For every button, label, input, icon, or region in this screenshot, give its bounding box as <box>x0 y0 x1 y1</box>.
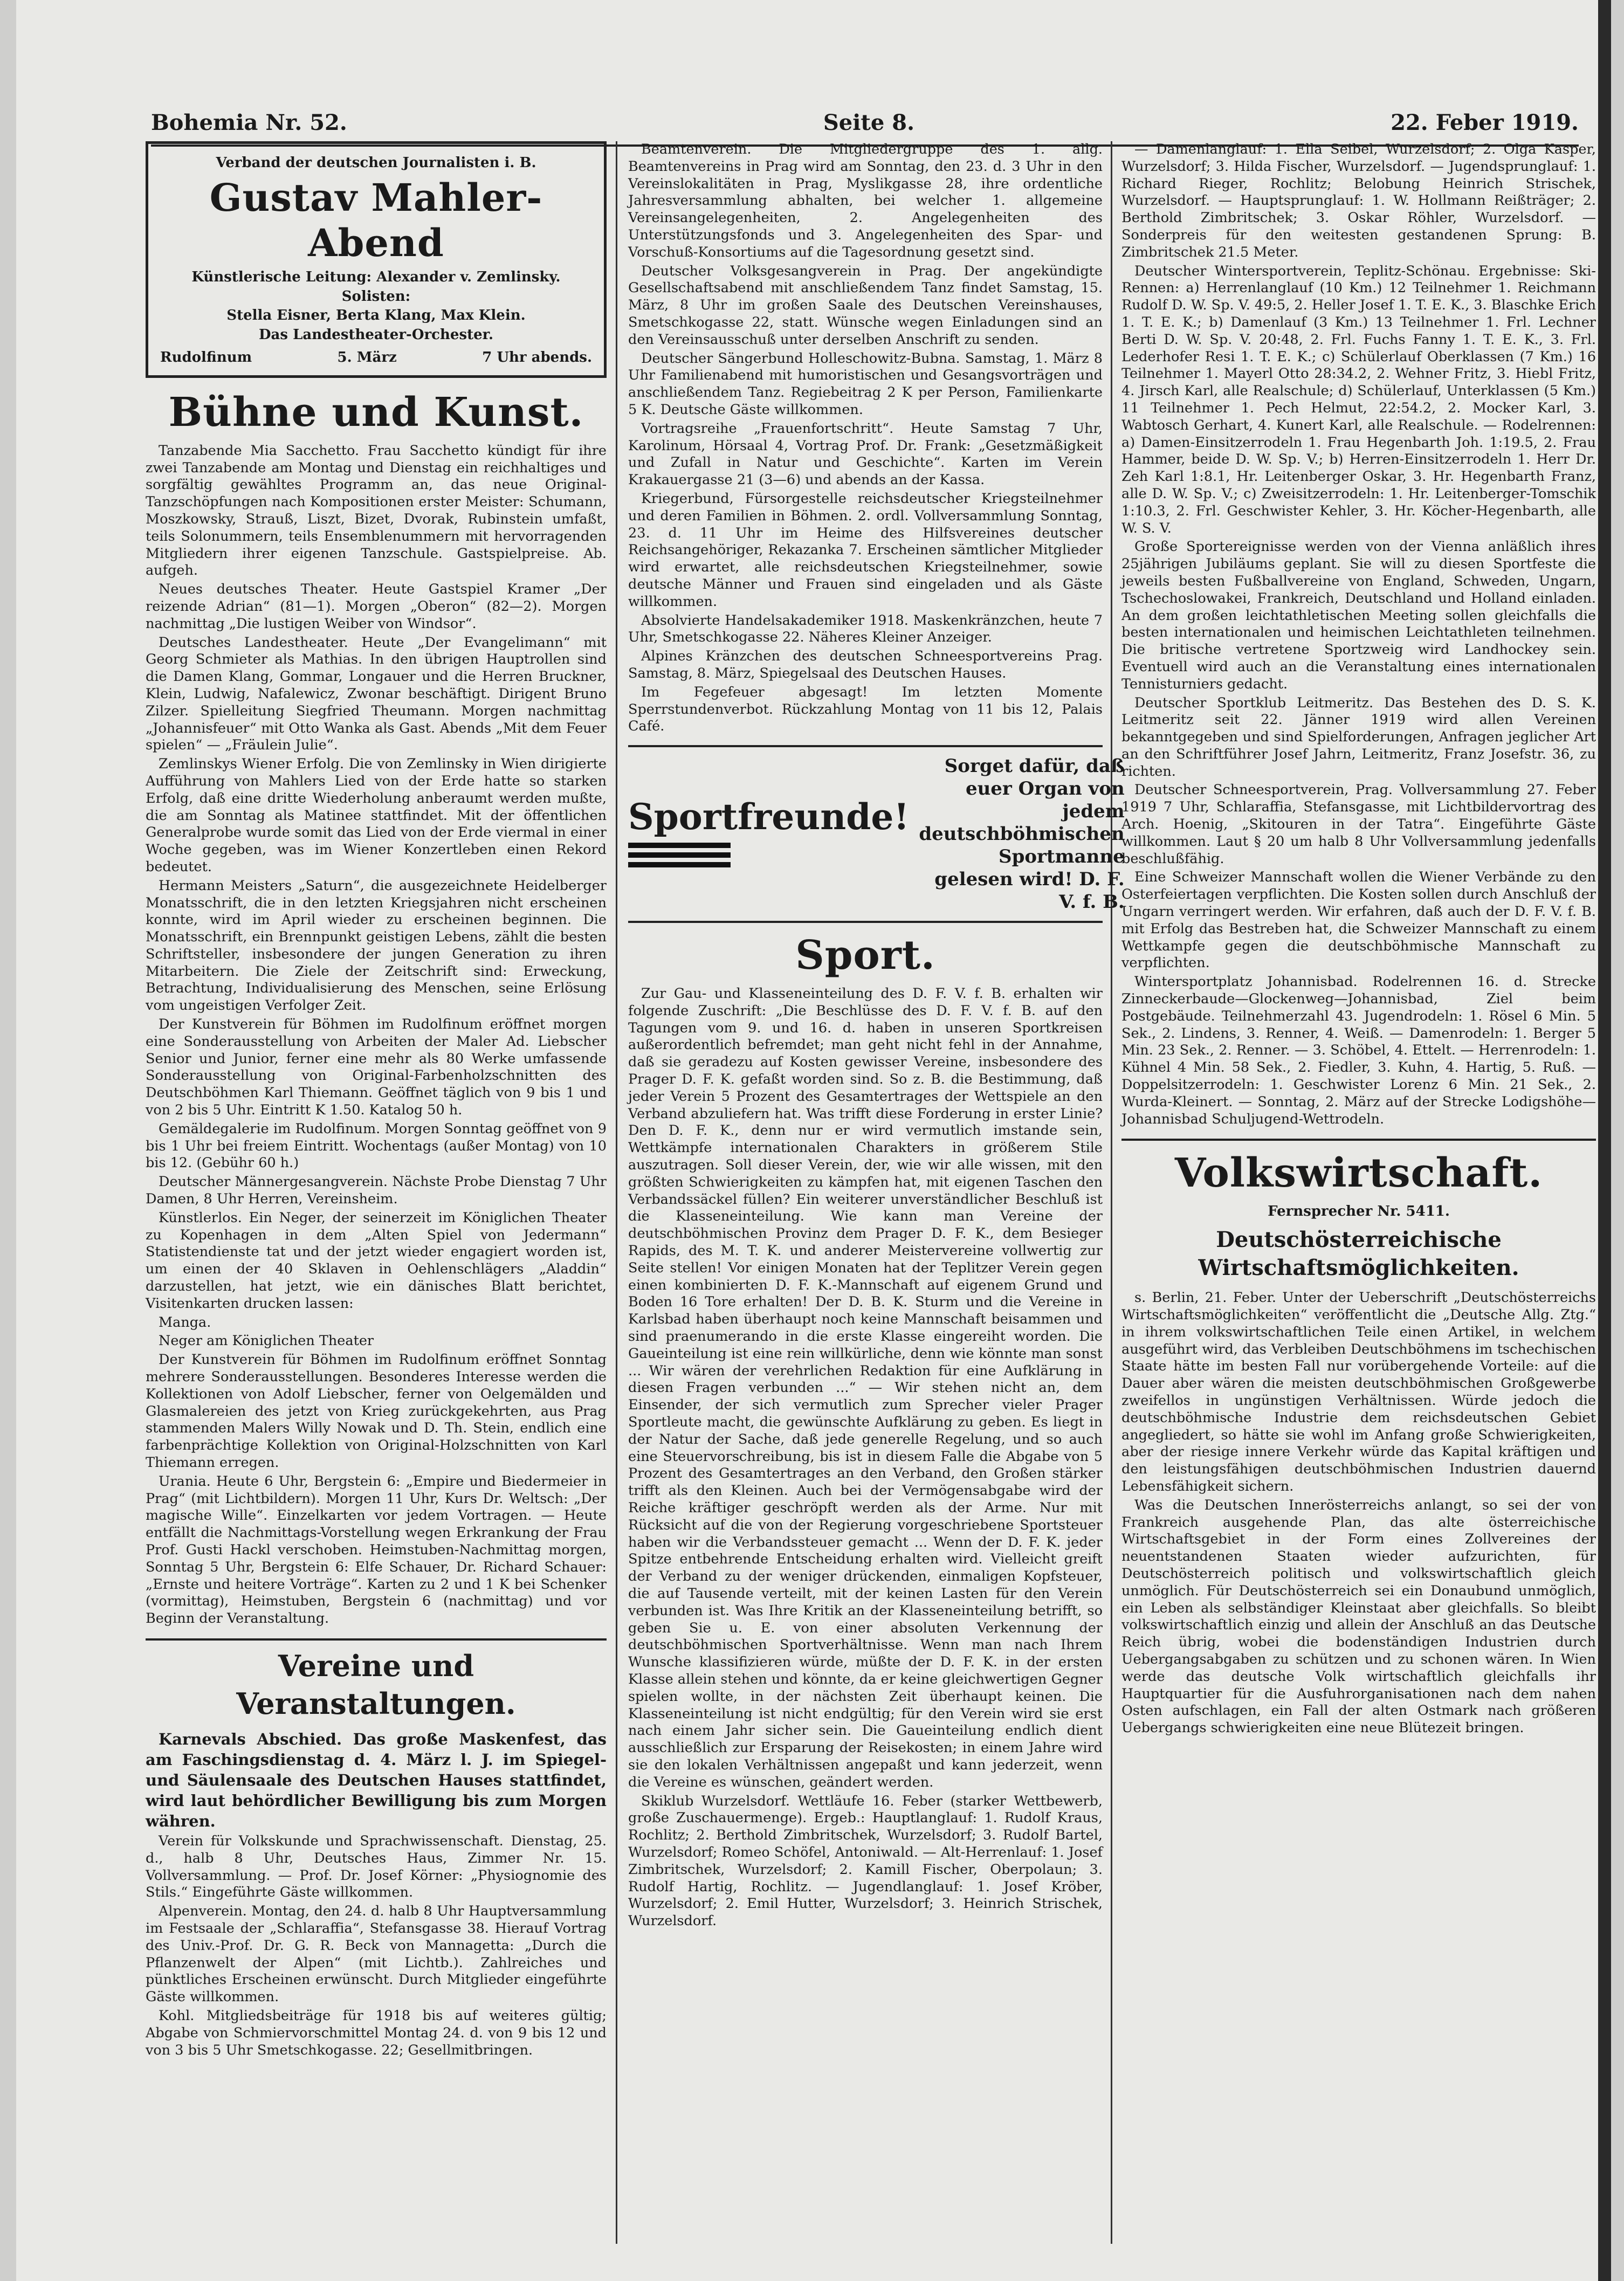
article-paragraph: Manga. <box>159 1314 211 1331</box>
ad-venue: Rudolfinum <box>160 349 252 366</box>
article-paragraph: Vortragsreihe „Frauenfortschritt“. Heute Samstag 7 Uhr, Karolinum, Hörsaal 4, Vortrag Prof. Dr. Frank: „Gesetzmäßigkeit und Zufall in Natur und Geschichte“. Karten im Verein Krakauergasse 21 (3—6) und abends an der Kassa. <box>628 420 1103 488</box>
sport-ad-left <box>628 796 909 872</box>
newspaper-page <box>16 0 1611 2281</box>
column-middle <box>628 141 1125 2244</box>
page-edge-shadow <box>1598 0 1611 2281</box>
column-left <box>146 141 607 2093</box>
article-paragraph: Deutsches Landestheater. Heute „Der Evangelimann“ mit Georg Schmieter als Mathias. In den übrigen Hauptrollen sind die Damen Klang, Gommar, Longauer und die Herren Bruckner, Klein, Ludwig, Nafalewicz, Zwonar beschäftigt. Dirigent Bruno Zilzer. Spielleitung Siegfried Theumann. Morgen nachmittag „Johannisfeuer“ mit Otto Wanka als Gast. Abends „Mit dem Feuer spielen“ — „Fräulein Julie“. <box>146 634 607 754</box>
article-paragraph: s. Berlin, 21. Feber. Unter der Ueberschrift „Deutschösterreichs Wirtschaftsmöglichkeiten“ veröffentlicht die „Deutsche Allg. Ztg.“ in ihrem volkswirtschaftlichen Teile einen Artikel, in welchem ausgeführt wird, das Verbleiben Deutschböhmens im tschechischen Staate hätte im besten Fall nur vorübergehende Vorteile: auf die Dauer aber wären die meisten deutschböhmischen Großgewerbe zweifellos in ungünstigen Verhältnissen. Würde jedoch die deutschböhmische Industrie dem reichsdeutschen Gebiet angegliedert, so hätte sie wohl im Anfang große Schwierigkeiten, aber der riesige innere Verkehr würde das Kapital kräftigen und den leistungsfähigen deutschböhmischen Industrien dauernd Lebensfähigkeit sichern. <box>1121 1290 1596 1494</box>
economy-article-title: Deutschösterreichische Wirtschaftsmöglichkeiten. <box>1198 1227 1519 1281</box>
article-paragraph: Deutscher Wintersportverein, Teplitz-Schönau. Ergebnisse: Ski-Rennen: a) Herrenlanglauf (10 Km.) 12 Teilnehmer 1. Reichmann Rudolf D. W. Sp. V. 49:5, 2. Heller Josef 1. T. E. K., 3. Blaschke Erich 1. T. E. K.; b) Damenlauf (3 Km.) 13 Teilnehmer 1. Frl. Lechner Berti D. W. Sp. V. 20:48, 2. Frl. Fuchs Fanny 1. T. E. K., 3. Frl. Lederhofer Resi 1. T. E. K.; c) Schülerlauf Oberklassen (7 Km.) 16 Teilnehmer 1. Mayerl Otto 28:34.2, 2. Wehner Fritz, 3. Hiebl Fritz, 4. Jirsch Karl, alle Realschule; d) Schülerlauf, Unterklassen (5 Km.) 11 Teilnehmer 1. Pech Helmut, 22:54.2, 2. Mocker Karl, 3. Wabtosch Gerhart, 4. Kunert Karl, alle Realschule. — Rodelrennen: a) Damen-Einsitzerrodeln 1. Frau Hegenbarth Joh. 1:19.5, 2. Frau Hammer, beide D. W. Sp. V.; b) Herren-Einsitzerrodeln 1. Herr Dr. Zeh Karl 1:8.1, Hr. Leitenberger Oskar, 3. Hr. Hegenbarth Franz, alle D. W. Sp. V.; c) Zweisitzerrodeln: 1. Hr. Leitenberger-Tomschik 1:10.3, 2. Frl. Geschwister Kehler, 3. Hr. Köcher-Hegenbarth, alle W. S. V. <box>1121 263 1596 536</box>
article-paragraph: Was die Deutschen Innerösterreichs anlangt, so sei der von Frankreich ausgehende Plan, das alte österreichische Wirtschaftsgebiet in der Form eines Zollvereines der neuentstandenen Staaten wieder aufzurichten, für Deutschösterreich politisch und volkswirtschaftlich gleich unmöglich. Für Deutschösterreich sei ein Donaubund unmöglich, ein Leben als selbständiger Kleinstaat aber gleichfalls. So bleibt volkswirtschaftlich einzig und allein der Anschluß an das Deutsche Reich übrig, wobei die bodenständigen Industrien durch Uebergangsabgaben zu schützen und zu schonen wären. In Wien werde das deutsche Volk wirtschaftlich gleichfalls ihr Hauptquartier für die Ausfuhrorganisationen nach dem nahen Osten aufschlagen, ein Fall der alten Ostmark nach größeren Uebergangs schwierigkeiten eine neue Blütezeit bringen. <box>1121 1497 1596 1736</box>
sport-ad-text: Sorget dafür, daß euer Organ von jedem deutschböhmischen Sportmanne gelesen wird! D. F. V. f. B. <box>919 755 1125 913</box>
article-paragraph: Neues deutsches Theater. Heute Gastspiel Kramer „Der reizende Adrian“ (81—1). Morgen „Oberon“ (82—2). Morgen nachmittag „Die lustigen Weiber von Windsor“. <box>146 581 607 632</box>
sport-results <box>1121 141 1596 1128</box>
article-paragraph: Hermann Meisters „Saturn“, die ausgezeichnete Heidelberger Monatsschrift, die in den letzten Kriegsjahren nicht erscheinen konnte, wird im April wieder zu erscheinen beginnen. Die Monatsschrift, ein Brennpunkt geistigen Lebens, zählt die besten Schriftsteller, insbesondere der jungen Generation zu ihren Mitarbeitern. Die Ziele der Zeitschrift sind: Erweckung, Betrachtung, Individualisierung des Menschen, seine Erlösung vom ungeistigen Verfolger Zeit. <box>146 877 607 1014</box>
section-heading-economy: Volkswirtschaft. <box>1121 1139 1596 1198</box>
economy-phone: Fernsprecher Nr. 5411. <box>1268 1203 1450 1220</box>
article-paragraph: Deutscher Sängerbund Holleschowitz-Bubna. Samstag, 1. März 8 Uhr Familienabend mit humoristischen und Gesangsvorträgen und anschließendem Tanz. Regiebeitrag 2 K per Person, Familienkarte 5 K. Deutsche Gäste willkommen. <box>628 350 1103 418</box>
economy-articles <box>1121 1290 1596 1737</box>
section-heading-clubs: Vereine und Veranstaltungen. <box>146 1638 607 1722</box>
article-paragraph: Urania. Heute 6 Uhr, Bergstein 6: „Empire und Biedermeier in Prag“ (mit Lichtbildern). Morgen 11 Uhr, Kurs Dr. Weltsch: „Der magische Wille“. Einzelkarten vor jedem Vortragen. — Heute entfällt die Nachmittags-Vorstellung wegen Erkrankung der Frau Prof. Gusti Hackl verschoben. Heimstuben-Nachmittag morgen, Sonntag 5 Uhr, Bergstein 6: Elfe Schauer, Dr. Richard Schauer: „Ernste und heitere Vorträge“. Karten zu 2 und 1 K bei Schenker (vormittag), Heimstuben, Bergstein 6 (nachmittag) und vor Beginn der Veranstaltung. <box>146 1473 607 1627</box>
header-issue: Bohemia Nr. 52. <box>151 109 347 135</box>
section-heading-sport: Sport. <box>795 932 935 979</box>
arts-articles <box>146 443 607 1628</box>
header-date: 22. Feber 1919. <box>1391 109 1579 135</box>
column-rule-1 <box>616 141 617 2244</box>
article-paragraph: Wintersportplatz Johannisbad. Rodelrennen 16. d. Strecke Zinneckerbaude—Glockenweg—Johannisbad, Ziel beim Postgebäude. Teilnehmerzahl 43. Jugendrodeln: 1. Rösel 6 Min. 5 Sek., 2. Lindens, 3. Renner, 4. Weiß. — Damenrodeln: 1. Berger 5 Min. 23 Sek., 2. Renner. — 3. Schöbel, 4. Ettelt. — Herrenrodeln: 1. Kühnel 4 Min. 58 Sek., 2. Fiedler, 3. Kuhn, 4. Hartig, 5. Ruß. — Doppelsitzerrodeln: 1. Geschwister Lorenz 6 Min. 21 Sek., 2. Wurda-Kleinert. — Sonntag, 2. März auf der Strecke Lodigshöhe—Johannisbad Schuljugend-Wettrodeln. <box>1121 974 1596 1127</box>
sport-ad-title: Sportfreunde! <box>628 796 910 838</box>
article-paragraph: Beamtenverein. Die Mitgliedergruppe des 1. allg. Beamtenvereins in Prag wird am Sonntag, den 23. d. 3 Uhr in den Vereinslokalitäten in Prag, Myslikgasse 28, ihre ordentliche Jahresversammlung abhalten, bei welcher 1. allgemeine Vereinsangelegenheiten, 2. Angelegenheiten des Unterstützungsfonds und 3. Angelegenheiten des Spar- und Vorschuß-Konsortiums auf die Tagesordnung gesetzt sind. <box>628 141 1103 260</box>
column-right <box>1121 141 1596 2244</box>
article-paragraph: Alpines Kränzchen des deutschen Schneesportvereins Prag. Samstag, 8. März, Spiegelsaal des Deutschen Hauses. <box>628 648 1103 681</box>
article-paragraph: Deutscher Sportklub Leitmeritz. Das Bestehen des D. S. K. Leitmeritz seit 22. Jänner 1919 wird allen Vereinen bekanntgegeben und sind Spielforderungen, Anfragen jeglicher Art an den Schriftführer Josef Jahrn, Leitmeritz, Franz Josefstr. 36, zu richten. <box>1121 694 1596 780</box>
ad-time: 7 Uhr abends. <box>482 349 592 366</box>
ad-direction: Künstlerische Leitung: Alexander v. Zemlinsky. <box>191 268 561 285</box>
club-notices <box>628 141 1103 735</box>
ad-details <box>160 349 592 367</box>
article-paragraph: — Damenlanglauf: 1. Ella Seibel, Wurzelsdorf; 2. Olga Kasper, Wurzelsdorf; 3. Hilda Fischer, Wurzelsdorf. — Jugendsprunglauf: 1. Richard Rieger, Rochlitz; Belobung Heinrich Strischek, Wurzelsdorf. — Hauptsprunglauf: 1. W. Hollmann Reißträger; 2. Berthold Zimbritschek; 3. Oskar Röhler, Wurzelsdorf. — Sonderpreis für den weitesten gestandenen Sprung: B. Zimbritschek 21.5 Meter. <box>1121 141 1596 260</box>
carnival-notice: Karnevals Abschied. Das große Maskenfest, das am Faschingsdienstag d. 4. März l. J. im Spiegel- und Säulensaale des Deutschen Hauses stattfindet, wird laut behördlicher Bewilligung bis zum Morgen währen. <box>146 1729 607 1830</box>
article-paragraph: Neger am Königlichen Theater <box>159 1333 374 1349</box>
article-paragraph: Alpenverein. Montag, den 24. d. halb 8 Uhr Hauptversammlung im Festsaale der „Schlaraffia“, Stefansgasse 38. Hierauf Vortrag des Univ.-Prof. Dr. G. R. Beck von Mannagetta: „Durch die Pflanzenwelt der Alpen“ (mit Lichtb.). Zahlreiches und pünktliches Erscheinen erwünscht. Durch Mitglieder eingeführte Gäste willkommen. <box>146 1903 607 2006</box>
article-paragraph: Absolvierte Handelsakademiker 1918. Maskenkränzchen, heute 7 Uhr, Smetschkogasse 22. Näheres Kleiner Anzeiger. <box>628 612 1103 646</box>
column-rule-2 <box>1111 141 1112 2244</box>
article-paragraph: Im Fegefeuer abgesagt! Im letzten Momente Sperrstundenverbot. Rückzahlung Montag von 11 bis 12, Palais Café. <box>628 684 1103 735</box>
ad-date: 5. März <box>337 349 397 366</box>
article-paragraph: Deutscher Volksgesangverein in Prag. Der angekündigte Gesellschaftsabend mit anschließendem Tanz findet Samstag, 15. März, 8 Uhr im großen Saale des Deutschen Vereinshauses, Smetschkogasse 22, statt. Wünsche wegen Einladungen sind an den Vereinsausschuß unter derselben Anschrift zu senden. <box>628 263 1103 348</box>
ad-soloists-label: Solisten: <box>341 288 411 305</box>
ad-soloists: Stella Eisner, Berta Klang, Max Klein. <box>226 307 526 324</box>
article-paragraph: Gemäldegalerie im Rudolfinum. Morgen Sonntag geöffnet von 9 bis 1 Uhr bei freiem Eintritt. Wochentags (außer Montag) von 10 bis 12. (Gebühr 60 h.) <box>146 1120 607 1171</box>
mahler-evening-ad <box>146 141 607 378</box>
article-paragraph: Deutscher Schneesportverein, Prag. Vollversammlung 27. Feber 1919 7 Uhr, Schlaraffia, Stefansgasse, mit Lichtbildervortrag des Arch. Hoenig, „Skitouren in der Tatra“. Eingeführte Gäste willkommen. Laut § 20 um halb 8 Uhr Vollversammlung jedenfalls beschlußfähig. <box>1121 782 1596 867</box>
article-paragraph: Verein für Volkskunde und Sprachwissenschaft. Dienstag, 25. d., halb 8 Uhr, Deutsches Haus, Zimmer Nr. 15. Vollversammlung. — Prof. Dr. Josef Körner: „Physiognomie des Stils.“ Eingeführte Gäste willkommen. <box>146 1832 607 1901</box>
article-paragraph: Skiklub Wurzelsdorf. Wettläufe 16. Feber (starker Wettbewerb, große Zuschauermenge). Ergeb.: Hauptlanglauf: 1. Rudolf Kraus, Rochlitz; 2. Berthold Zimbritschek, Wurzelsdorf; 3. Rudolf Bartel, Wurzelsdorf; Romeo Schöfel, Antoniwald. — Alt-Herrenlauf: 1. Josef Zimbritschek, Wurzelsdorf; 2. Kamill Fischer, Oberpolaun; 3. Rudolf Hartig, Rochlitz. — Jugendlanglauf: 1. Josef Kröber, Wurzelsdorf; 2. Emil Hutter, Wurzelsdorf; 3. Heinrich Strischek, Wurzelsdorf. <box>628 1793 1103 1929</box>
article-paragraph: Künstlerlos. Ein Neger, der seinerzeit im Königlichen Theater zu Kopenhagen in dem „Alten Spiel von Jedermann“ Statistendienste tat und der jetzt wieder engagiert worden ist, um einen der 40 Sklaven in Oehlenschlägers „Aladdin“ darzustellen, hat jetzt, wie ein dänisches Blatt berichtet, Visitenkarten drucken lassen: <box>146 1209 607 1312</box>
article-paragraph: Tanzabende Mia Sacchetto. Frau Sacchetto kündigt für ihre zwei Tanzabende am Montag und Dienstag ein reichhaltiges und sorgfältig gewähltes Programm an, das neue Original-Tanzschöpfungen nach Kompositionen erster Meister: Schumann, Moszkowsky, Strauß, Liszt, Bizet, Dvorak, Rubinstein umfaßt, teils Solonummern, teils Ensemblenummern mit hervorragenden Mitgliedern ihrer eigenen Tanzschule. Gastspielpreise. Ab. aufgeh. <box>146 442 607 579</box>
ad-orchestra: Das Landestheater-Orchester. <box>259 327 493 343</box>
sport-ad-bars <box>628 843 909 867</box>
ad-title: Gustav Mahler-Abend <box>209 175 543 265</box>
article-paragraph: Große Sportereignisse werden von der Vienna anläßlich ihres 25jährigen Jubiläums geplant. Sie will zu diesen Sportfeste die jeweils besten Fußballvereine von England, Schweden, Ungarn, Tschechoslowakei, Frankreich, Deutschland und Holland einladen. An dem großen leichtathletischen Meeting sollen gleichfalls die besten internationalen und heimischen Leichtathleten teilnehmen. Die britische vertretene Sportzweig wird Landhockey sein. Eventuell wird auch an die Veranstaltung eines internationalen Tennisturniers gedacht. <box>1121 539 1596 692</box>
article-paragraph: Zur Gau- und Klasseneinteilung des D. F. V. f. B. erhalten wir folgende Zuschrift: „Die Beschlüsse des D. F. V. f. B. auf den Tagungen vom 9. und 16. d. haben in unseren Sportkreisen außerordentlich befremdet; man geht nicht fehl in der Annahme, daß sie geradezu auf Kosten gewisser Vereine, insbesondere des Prager D. F. K. gefaßt worden sind. So z. B. die Bestimmung, daß jeder Verein 5 Prozent des Gesamtertrages der Wettspiele an den Verband abzuliefern hat. Was trifft diese Forderung in erster Linie? Den D. F. K., denn nur er wird vermutlich imstande sein, Wettkämpfe internationalen Charakters in größerem Stile auszutragen. Soll dieser Verein, der, wie wir alle wissen, mit den größten Schwierigkeiten zu kämpfen hat, mit eigenen Taschen den Verbandssäckel füllen? Ein weiterer unverständlicher Beschluß ist die Klasseneinteilung. Wie kann man Vereine der deutschböhmischen Provinz dem Prager D. F. K., dem Besieger Rapids, des M. T. K. und anderer Meistervereine vollwertig zur Seite stellen! Vor einigen Monaten hat der Teplitzer Verein gegen einen kombinierten D. F. K.-Mannschaft auf eigenem Grund und Boden 16 Tore erhalten! Der D. B. K. Sturm und die Vereine in Karlsbad haben überhaupt noch keine Mannschaft beisammen und sind praenumerando in die erste Klasse eingereiht worden. Die Gaueinteilung ist eine rein willkürliche, denn wie könnte man sonst ... Wir wären der verehrlichen Redaktion für eine Aufklärung in diesen Fragen verbunden ...“ — Wir stehen nicht an, dem Einsender, der sich vermutlich zum Sprecher vieler Prager Sportleute macht, die gewünschte Aufklärung zu geben. Es liegt in der Natur der Sache, daß jede generelle Regelung, und so auch eine Steuervorschreibung, bis ist in diesem Falle die Abgabe von 5 Prozent des Gesamtertrages an den Verband, den Großen stärker trifft als den Kleinen. Auch bei der Vermögensabgabe wird der Reiche kräftiger geschröpft werden als der Arme. Nur mit Rücksicht auf die von der Regierung vorgeschriebene Sportsteuer haben wir die Verbandssteuer gemacht ... Wenn der D. F. K. jeder Spitze entbehrende Entscheidung erhalten wird. Vielleicht greift der Verband zu der weniger drückenden, einmaligen Kopfsteuer, die auf Tausende verteilt, mit der keinen Lasten für den Verein verbunden ist. Was Ihre Kritik an der Klasseneinteilung betrifft, so geben Sie u. E. von einer absoluten Verkennung der deutschböhmischen Sportverhältnisse. Wenn man nach Ihrem Wunsche klassifizieren würde, müßte der D. F. K. in der ersten Klasse allein stehen und könnte, da er keine gleichwertigen Gegner spielen wollte, in der nächsten Zeit überhaupt keinen. Die Klasseneinteilung ist nicht endgültig; für den Verein wird sie erst nach einem Jahr sicher sein. Die Gaueinteilung endlich dient ausschließlich zur Ersparung der Reisekosten; in einem Jahre wird sie den lokalen Verhältnissen angepaßt und kann jederzeit, wenn die Vereine es wünschen, geändert werden. <box>628 986 1103 1790</box>
sport-articles <box>628 986 1103 1930</box>
article-paragraph: Der Kunstverein für Böhmen im Rudolfinum eröffnet morgen eine Sonderausstellung von Arbeiten der Maler Ad. Liebscher Senior und Junior, ferner eine mehr als 80 Werke umfassende Sonderausstellung von Original-Farbenholzschnitten des Deutschböhmen Karl Thiemann. Geöffnet täglich von 9 bis 1 und von 2 bis 5 Uhr. Eintritt K 1.50. Katalog 50 h. <box>146 1016 607 1119</box>
header-page: Seite 8. <box>823 109 915 135</box>
article-paragraph: Zemlinskys Wiener Erfolg. Die von Zemlinsky in Wien dirigierte Aufführung von Mahlers Lied von der Erde hatte so starken Erfolg, daß eine dritte Wiederholung anberaumt werden mußte, die am Sonntag als Matinee stattfindet. Mit der öffentlichen Generalprobe wurde somit das Lied von der Erde viermal in einer Woche gegeben, was im Wiener Konzertleben einen Rekord bedeutet. <box>146 756 607 875</box>
page-header <box>151 104 1579 147</box>
article-paragraph: Deutscher Männergesangverein. Nächste Probe Dienstag 7 Uhr Damen, 8 Uhr Herren, Vereinsheim. <box>146 1174 607 1208</box>
sport-fans-ad <box>628 745 1125 923</box>
clubs-articles <box>146 1833 607 2059</box>
article-paragraph: Kriegerbund, Fürsorgestelle reichsdeutscher Kriegsteilnehmer und deren Familien in Böhmen. 2. ordl. Vollversammlung Sonntag, 23. d. 11 Uhr im Heime des Hilfsvereines deutscher Reichsangehöriger, Rekazanka 7. Erscheinen sämtlicher Mitglieder wird erwartet, alle reichsdeutschen Kriegsteilnehmer, sowie deutsche Männer und Frauen sind eingeladen und als Gäste willkommen. <box>628 490 1103 610</box>
article-paragraph: Der Kunstverein für Böhmen im Rudolfinum eröffnet Sonntag mehrere Sonderausstellungen. Besonderes Interesse werden die Kollektionen von Adolf Liebscher, ferner von Oelgemälden und Glasmalereien des jetzt von Krieg zurückgekehrten, aus Prag stammenden Malers Willy Nowak und D. Th. Stein, endlich eine farbenprächtige Kollektion von Original-Holzschnitten von Karl Thiemann erregen. <box>146 1352 607 1471</box>
article-paragraph: Eine Schweizer Mannschaft wollen die Wiener Verbände zu den Osterfeiertagen verpflichten. Die Kosten sollen durch Anschluß der Ungarn verringert werden. Wir erfahren, daß auch der D. F. V. f. B. mit Erfolg das Bestreben hat, die Schweizer Mannschaft zu einem Wettkampfe gegen die deutschböhmische Mannschaft zu verpflichten. <box>1121 869 1596 971</box>
section-heading-arts: Bühne und Kunst. <box>168 389 584 436</box>
article-paragraph: Kohl. Mitgliedsbeiträge für 1918 bis auf weiteres gültig; Abgabe von Schmiervorschmittel Montag 24. d. von 9 bis 12 und von 3 bis 5 Uhr Smetschkogasse. 22; Gesellmitbringen. <box>146 2007 607 2058</box>
ad-association: Verband der deutschen Journalisten i. B. <box>216 155 536 171</box>
